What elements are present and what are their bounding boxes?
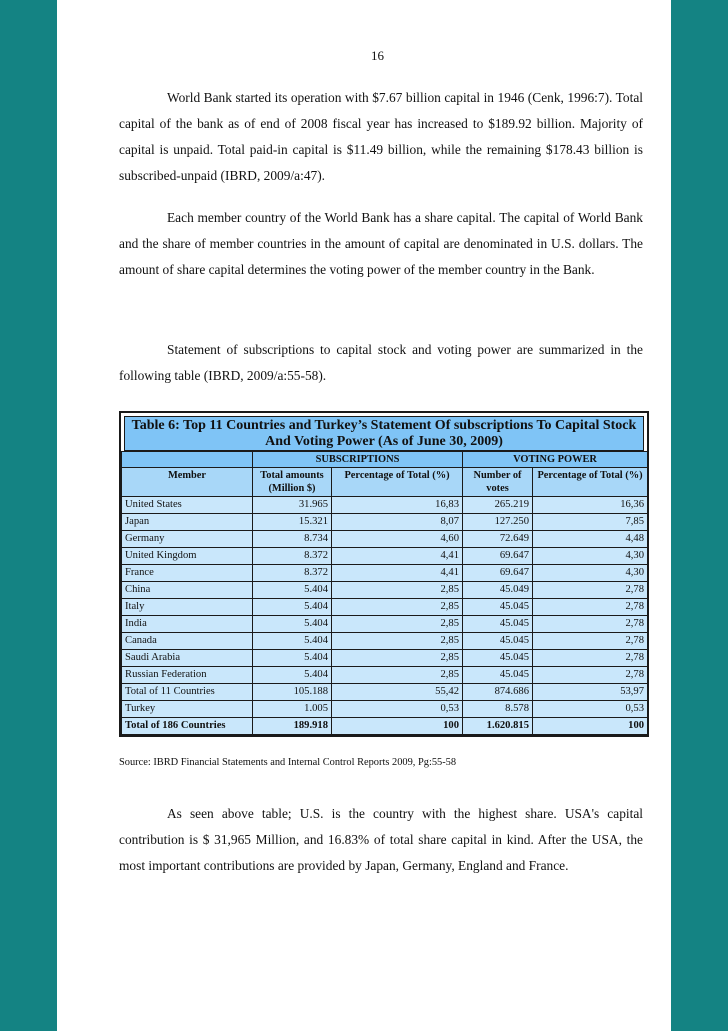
cell-vote-percentage: 2,78	[533, 616, 648, 633]
table-row	[122, 616, 648, 633]
header-number-of-votes: Number of votes	[463, 468, 533, 497]
header-voting-power: VOTING POWER	[463, 452, 648, 468]
cell-votes: 45.045	[463, 599, 533, 616]
table-title: Table 6: Top 11 Countries and Turkey’s Statement Of subscriptions To Capital Stock And Voting Power (As of June 30, 2009)	[124, 416, 644, 451]
cell-percentage: 4,41	[332, 548, 463, 565]
cell-total-amount: 5.404	[253, 582, 332, 599]
cell-vote-percentage: 2,78	[533, 633, 648, 650]
cell-vote-percentage: 0,53	[533, 701, 648, 718]
cell-votes: 127.250	[463, 514, 533, 531]
cell-percentage: 16,83	[332, 497, 463, 514]
table-row	[122, 548, 648, 565]
cell-total-amount: 31.965	[253, 497, 332, 514]
cell-votes: 45.045	[463, 616, 533, 633]
cell-votes: 45.049	[463, 582, 533, 599]
cell-total-amount: 5.404	[253, 599, 332, 616]
cell-percentage: 2,85	[332, 667, 463, 684]
cell-total-amount: 5.404	[253, 650, 332, 667]
cell-member: Total of 11 Countries	[122, 684, 253, 701]
cell-member: Russian Federation	[122, 667, 253, 684]
data-table	[121, 451, 648, 735]
cell-member: Germany	[122, 531, 253, 548]
cell-percentage: 2,85	[332, 616, 463, 633]
page-number: 16	[371, 48, 384, 63]
cell-member: France	[122, 565, 253, 582]
cell-member: Canada	[122, 633, 253, 650]
cell-member: China	[122, 582, 253, 599]
cell-member: Japan	[122, 514, 253, 531]
subscriptions-table	[119, 411, 649, 737]
cell-total-amount: 1.005	[253, 701, 332, 718]
header-empty	[122, 452, 253, 468]
table-row	[122, 667, 648, 684]
table-row	[122, 650, 648, 667]
cell-percentage: 0,53	[332, 701, 463, 718]
cell-votes: 1.620.815	[463, 718, 533, 735]
cell-member: United Kingdom	[122, 548, 253, 565]
cell-votes: 72.649	[463, 531, 533, 548]
table-row	[122, 565, 648, 582]
cell-percentage: 2,85	[332, 633, 463, 650]
cell-total-amount: 189.918	[253, 718, 332, 735]
cell-votes: 8.578	[463, 701, 533, 718]
cell-votes: 45.045	[463, 650, 533, 667]
cell-member: United States	[122, 497, 253, 514]
cell-vote-percentage: 2,78	[533, 650, 648, 667]
header-percentage-votes: Percentage of Total (%)	[533, 468, 648, 497]
cell-member: Saudi Arabia	[122, 650, 253, 667]
header-percentage-total: Percentage of Total (%)	[332, 468, 463, 497]
cell-percentage: 8,07	[332, 514, 463, 531]
cell-percentage: 2,85	[332, 582, 463, 599]
cell-vote-percentage: 4,30	[533, 548, 648, 565]
left-margin-bar	[0, 0, 57, 1031]
cell-member: Italy	[122, 599, 253, 616]
table-row	[122, 599, 648, 616]
cell-percentage: 4,60	[332, 531, 463, 548]
cell-vote-percentage: 16,36	[533, 497, 648, 514]
cell-percentage: 2,85	[332, 599, 463, 616]
cell-member: India	[122, 616, 253, 633]
header-member: Member	[122, 468, 253, 497]
cell-total-amount: 8.372	[253, 548, 332, 565]
cell-vote-percentage: 2,78	[533, 582, 648, 599]
source-note: Source: IBRD Financial Statements and Internal Control Reports 2009, Pg:55-58	[119, 757, 457, 768]
cell-vote-percentage: 2,78	[533, 599, 648, 616]
cell-total-amount: 15.321	[253, 514, 332, 531]
table-row	[122, 497, 648, 514]
cell-total-amount: 5.404	[253, 616, 332, 633]
cell-total-amount: 105.188	[253, 684, 332, 701]
cell-votes: 874.686	[463, 684, 533, 701]
cell-votes: 265.219	[463, 497, 533, 514]
table-row	[122, 531, 648, 548]
cell-percentage: 2,85	[332, 650, 463, 667]
cell-vote-percentage: 4,48	[533, 531, 648, 548]
cell-votes: 69.647	[463, 548, 533, 565]
cell-vote-percentage: 7,85	[533, 514, 648, 531]
cell-vote-percentage: 4,30	[533, 565, 648, 582]
cell-total-amount: 8.372	[253, 565, 332, 582]
table-row	[122, 514, 648, 531]
cell-vote-percentage: 53,97	[533, 684, 648, 701]
right-margin-bar	[671, 0, 728, 1031]
cell-votes: 69.647	[463, 565, 533, 582]
table-body	[122, 497, 648, 735]
header-total-amounts: Total amounts (Million $)	[253, 468, 332, 497]
paragraph-2: Each member country of the World Bank has a share capital. The capital of World Bank and the share of member countries in the amount of capital are denominated in U.S. dollars. The amount of share capital determines the voting power of the member country in the Bank.	[119, 210, 643, 277]
cell-member: Turkey	[122, 701, 253, 718]
cell-vote-percentage: 2,78	[533, 667, 648, 684]
header-subscriptions: SUBSCRIPTIONS	[253, 452, 463, 468]
paragraph-3: Statement of subscriptions to capital stock and voting power are summarized in the following table (IBRD, 2009/a:55-58).	[119, 342, 643, 383]
cell-total-amount: 5.404	[253, 667, 332, 684]
paragraph-1: World Bank started its operation with $7.67 billion capital in 1946 (Cenk, 1996:7). Total capital of the bank as of end of 2008 fiscal year has increased to $189.92 billion. Majority of capital is unpaid. Total paid-in capital is $11.49 billion, while the remaining $178.43 billion is subscribed-unpaid (IBRD, 2009/a:47).	[119, 90, 643, 183]
cell-votes: 45.045	[463, 667, 533, 684]
table-row	[122, 684, 648, 701]
cell-votes: 45.045	[463, 633, 533, 650]
table-row	[122, 633, 648, 650]
cell-vote-percentage: 100	[533, 718, 648, 735]
cell-member: Total of 186 Countries	[122, 718, 253, 735]
cell-total-amount: 8.734	[253, 531, 332, 548]
cell-percentage: 100	[332, 718, 463, 735]
table-row	[122, 582, 648, 599]
paragraph-4: As seen above table; U.S. is the country with the highest share. USA's capital contribution is $ 31,965 Million, and 16.83% of total share capital in kind. After the USA, the most important contributions are provided by Japan, Germany, England and France.	[119, 806, 643, 873]
table-row	[122, 701, 648, 718]
cell-percentage: 55,42	[332, 684, 463, 701]
cell-total-amount: 5.404	[253, 633, 332, 650]
table-row	[122, 718, 648, 735]
cell-percentage: 4,41	[332, 565, 463, 582]
